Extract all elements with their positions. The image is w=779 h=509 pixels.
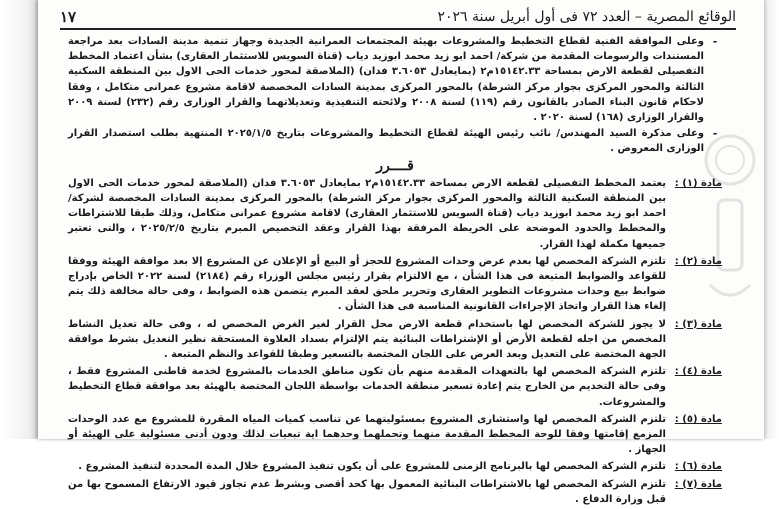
article-7 [68,477,722,507]
article-text: تلتزم الشركة المخصص لها واستشارى المشروع بمسئوليتهما عن تناسب كميات المياه المقررة للمشروع مع عدد الوحدات المزمع إقامتها وفقا للوحة المخطط المقدمة منهما وتحملهما وحدهما اية تبعيات لذلك ودون أدنى مسئولية على الهيئة أو الجهاز . [68,413,666,456]
article-3 [68,317,722,363]
article-text: تلتزم الشركة المخصص لها بعدم عرض وحدات المشروع للحجز أو البيع أو الإعلان عن المشروع إلا بعد موافقة الهيئة ووفقا للقواعد والضوابط المتبعة فى هذا الشأن ، مع الالتزام بقرار رئيس مجلس الوزراء رقم (٢١٨٤) لسنة ٢٠٢٢ الخاص بإدراج ضوابط بيع وحدات مشروعات التطوير العقارى وتحرير ملحق لعقد المبرم يتضمن هذه الضوابط ، وفى حالة مخالفة ذلك يتم إلغاء هذا القرار واتخاذ الإجراءات القانونية المناسبة فى هذا الشأن . [68,255,666,313]
article-text: تلتزم الشركة المخصص لها بالاشتراطات البنائية المعمول بها كحد أقصى وبشرط عدم تجاوز قيود الارتفاع المسموح بها من قبل وزارة الدفاع . [68,478,666,505]
article-text: لا يجوز للشركة المخصص لها باستخدام قطعة الارض محل القرار لغير الغرض المخصص له ، وفى حالة تعديل النشاط المخصص من اجله لقطعة الأرض أو الإشتراطات البنائية يتم الإلتزام بسداد العلاوة المستحقة نظير التعديل بشرط موافقة الجهة المختصة على التعديل وبعد العرض على اللجان المختصة بالتسعير وطبقا للقواعد والنظم المتبعة . [68,318,666,361]
recital-bullet: - [712,35,718,48]
article-5 [68,412,722,458]
article-4 [68,364,722,410]
article-label: مادة (٢) : [674,255,722,267]
scan-left-margin [0,0,38,439]
article-text: تلتزم الشركة المخصص لها بالبرنامج الزمنى للمشروع على أن يكون تنفيذ المشروع خلال المدة المحددة لتنفيذ المشروع . [78,461,666,473]
decree-body [68,34,722,509]
article-label: مادة (٤) : [674,366,722,378]
article-text: يعتمد المخطط التفصيلى لقطعة الارض بمساحة ١٥١٤٢.٣٣م٢ بمايعادل ٣.٦٠٥٣ فدان (الملاصقة لمحور خدمات الحى الاول بين المنطقة السكنية الثالثة والمحور المركزى بجوار مركز الشرطة) بالمحور المركزى بمدينة السادات المخصصة لشركة/ احمد ابو زيد محمد ابوزيد دياب (قناة السويس للاستثمار العقارى) لاقامة مشروع عمرانى متكامل، وذلك طبقا للاشتراطات والمخطط والحدود الموضحة على الخريطة المرفقة بهذا القرار وعقد التخصيص المبرم بتاريخ ٢٠٢٥/٢/٥ ، والتى تعتبر جميعها مكملة لهذا القرار. [68,177,667,250]
article-label: مادة (١) : [674,177,722,189]
recital-item [68,126,722,156]
page-header [60,6,736,30]
recital-text: وعلى الموافقة الفنية لقطاع التخطيط والمشروعات بهيئة المجتمعات العمرانية الجديدة وجهاز تنمية مدينة السادات بعد مراجعة المستندات والرسومات المقدمة من شركة/ احمد ابو زيد محمد ابوزيد دياب (قناة السويس للاستثمار العقارى) بشأن اعتماد المخطط التفصيلى لقطعة الارض بمساحة ١٥١٤٢.٣٣م٢ (بمايعادل ٣.٦٠٥٣ فدان) (الملاصقة لمحور خدمات الحى الاول بين المنطقة السكنية الثالثة والمحور المركزى بجوار مركز الشرطة) بالمحور المركزى بمدينة السادات المخصصة لاقامة مشروع عمرانى متكامل ، وفقا لاحكام قانون البناء الصادر بالقانون رقم (١١٩) لسنة ٢٠٠٨ ولائحته التنفيذية وتعديلاتهما والقرار الوزارى رقم (٢٣٢) لسنة ٢٠٠٩ والقرار الوزارى (١٦٨) لسنة ٢٠٢٠ . [68,36,705,124]
article-6 [68,459,722,474]
article-2 [68,254,722,315]
publication-title: الوقائع المصرية – العدد ٧٢ فى أول أبريل سنة ٢٠٢٦ [437,9,736,25]
article-label: مادة (٧) : [674,478,722,490]
decree-title: قــــرر [376,157,414,174]
decree-title-wrap [68,159,722,175]
scan-right-margin [764,0,779,439]
recital-item [68,34,722,125]
recital-bullet: - [712,127,718,141]
article-label: مادة (٦) : [674,461,722,473]
recital-text: وعلى مذكرة السيد المهندس/ نائب رئيس الهيئة لقطاع التخطيط والمشروعات بتاريخ ٢٠٢٥/١/٥ المنتهية بطلب استصدار القرار الوزارى المعروض . [68,128,704,155]
article-label: مادة (٥) : [674,413,722,425]
article-1 [68,176,722,252]
article-text: تلتزم الشركة المخصص لها بالتعهدات المقدمة منهم بأن تكون مناطق الخدمات بالمشروع لخدمة قاطنى المشروع فقط ، وفى حالة التخديم من الخارج يتم إعادة تسعير منطقة الخدمات بواسطة اللجان المختصة بالهيئة بعد موافقة قطاع التخطيط والمشروعات. [68,366,666,408]
gazette-page [38,0,764,505]
page-number: ١٧ [60,8,77,26]
article-label: مادة (٣) : [674,318,722,330]
